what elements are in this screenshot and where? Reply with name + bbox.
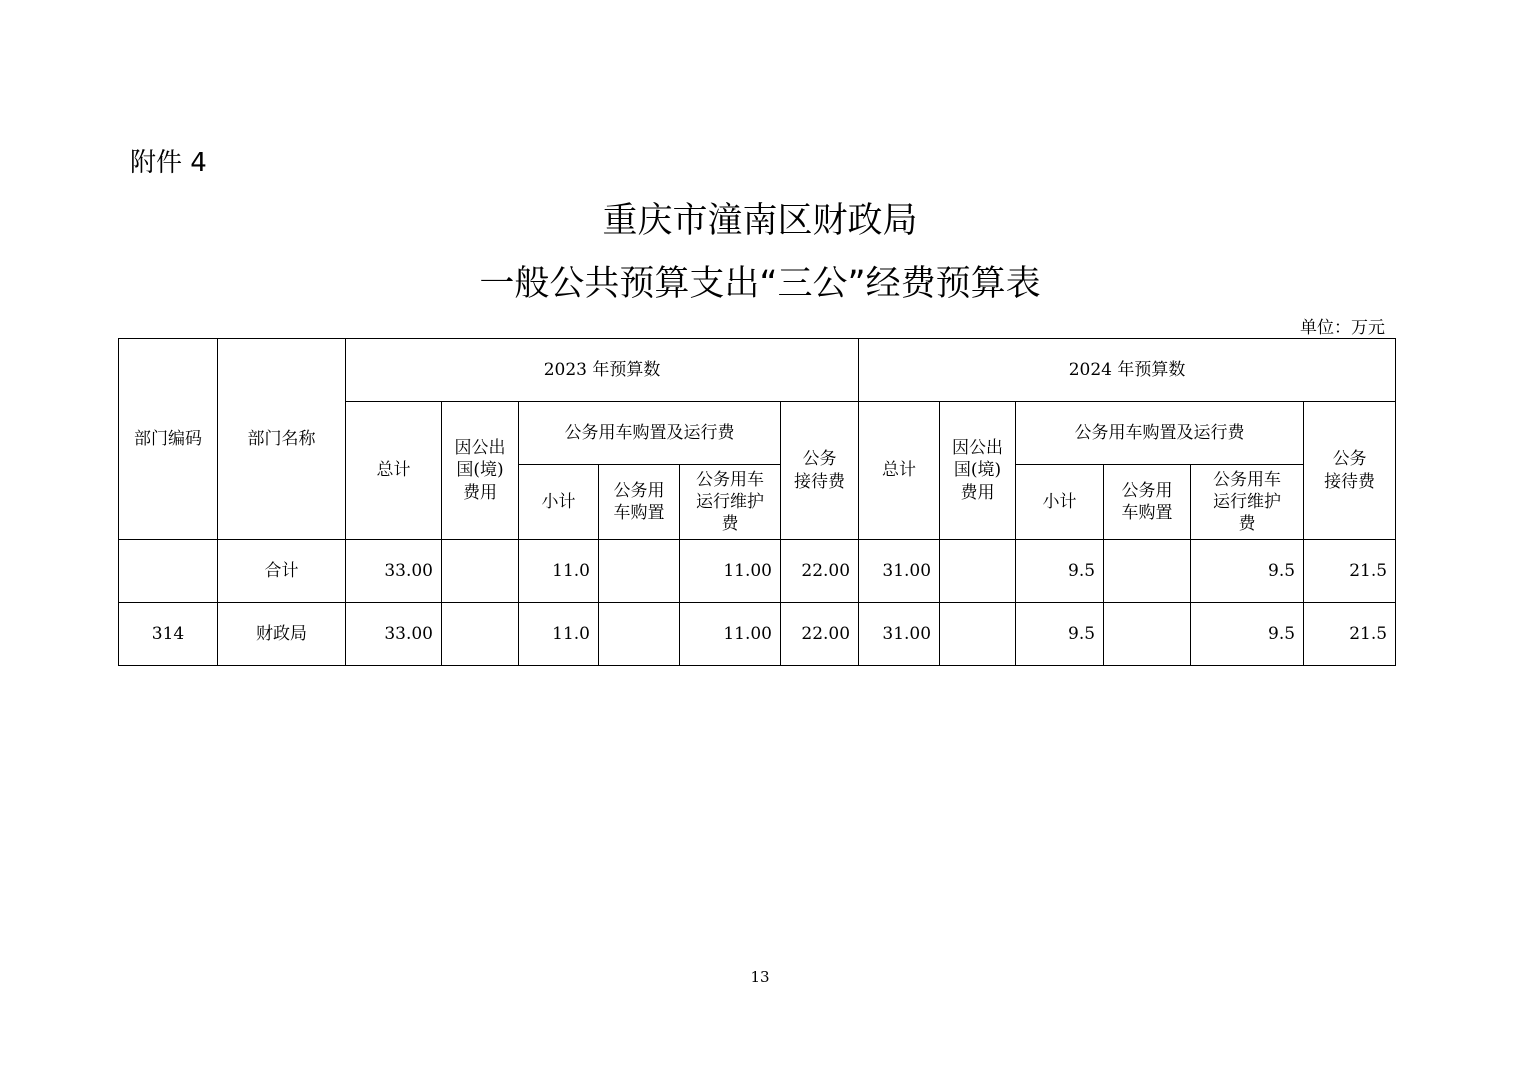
header-year-2023: 2023 年预算数 — [346, 339, 859, 402]
header-maint-2023 — [680, 465, 781, 540]
cell-y1-reception: 22.00 — [781, 603, 859, 666]
purchase-line1: 公务用 — [613, 480, 665, 501]
header-maint-2024 — [1191, 465, 1304, 540]
purchase-line1: 公务用 — [1121, 480, 1173, 501]
cell-y1-purchase — [599, 603, 680, 666]
abroad-line1: 因公出 — [454, 438, 506, 459]
cell-y2-maint: 9.5 — [1191, 603, 1304, 666]
cell-y1-reception: 22.00 — [781, 540, 859, 603]
header-vehicle-2024: 公务用车购置及运行费 — [1016, 402, 1304, 465]
cell-dept-code — [119, 540, 218, 603]
page-title-line1: 重庆市潼南区财政局 — [602, 201, 918, 241]
header-subtotal-2024: 小计 — [1016, 465, 1104, 540]
reception-line1: 公务 — [1332, 449, 1367, 470]
reception-line2: 接待费 — [794, 471, 846, 492]
abroad-line1: 因公出 — [952, 438, 1004, 459]
header-abroad-2023 — [442, 402, 519, 540]
budget-table — [118, 338, 1396, 666]
abroad-line2: 国(境) — [456, 460, 504, 481]
header-purchase-2023 — [599, 465, 680, 540]
cell-y1-abroad — [442, 603, 519, 666]
table-row — [119, 540, 1396, 603]
reception-line1: 公务 — [802, 449, 837, 470]
cell-dept-name: 财政局 — [218, 603, 346, 666]
cell-y1-subtotal: 11.0 — [519, 540, 599, 603]
unit-label: 单位：万元 — [1300, 318, 1385, 338]
purchase-line2: 车购置 — [613, 503, 665, 523]
maint-line3: 费 — [721, 514, 739, 535]
cell-dept-code: 314 — [119, 603, 218, 666]
attachment-label: 附件 4 — [130, 148, 207, 178]
cell-y2-subtotal: 9.5 — [1016, 540, 1104, 603]
cell-y1-maint: 11.00 — [680, 603, 781, 666]
cell-y2-abroad — [940, 540, 1016, 603]
header-reception-2023 — [781, 402, 859, 540]
maint-line1: 公务用车 — [696, 469, 764, 490]
reception-line2: 接待费 — [1324, 471, 1376, 492]
cell-y2-subtotal: 9.5 — [1016, 603, 1104, 666]
cell-y2-reception: 21.5 — [1304, 603, 1396, 666]
cell-y2-abroad — [940, 603, 1016, 666]
maint-line2: 运行维护 — [1213, 491, 1282, 512]
maint-line3: 费 — [1238, 514, 1256, 535]
cell-y2-reception: 21.5 — [1304, 540, 1396, 603]
header-vehicle-2023: 公务用车购置及运行费 — [519, 402, 781, 465]
header-purchase-2024 — [1104, 465, 1191, 540]
page-title-line2: 一般公共预算支出“三公”经费预算表 — [479, 264, 1041, 304]
header-reception-2024 — [1304, 402, 1396, 540]
header-total-2024: 总计 — [859, 402, 940, 540]
header-abroad-2024 — [940, 402, 1016, 540]
cell-dept-name: 合计 — [218, 540, 346, 603]
table-row — [119, 603, 1396, 666]
header-dept-code: 部门编码 — [119, 339, 218, 540]
header-year-2024: 2024 年预算数 — [859, 339, 1396, 402]
maint-line1: 公务用车 — [1213, 469, 1282, 490]
cell-y2-total: 31.00 — [859, 540, 940, 603]
cell-y1-total: 33.00 — [346, 603, 442, 666]
header-total-2023: 总计 — [346, 402, 442, 540]
cell-y1-total: 33.00 — [346, 540, 442, 603]
cell-y1-subtotal: 11.0 — [519, 603, 599, 666]
cell-y1-maint: 11.00 — [680, 540, 781, 603]
cell-y1-purchase — [599, 540, 680, 603]
header-subtotal-2023: 小计 — [519, 465, 599, 540]
abroad-line3: 费用 — [960, 482, 995, 503]
cell-y2-maint: 9.5 — [1191, 540, 1304, 603]
cell-y1-abroad — [442, 540, 519, 603]
purchase-line2: 车购置 — [1121, 503, 1173, 523]
cell-y2-purchase — [1104, 540, 1191, 603]
header-dept-name: 部门名称 — [218, 339, 346, 540]
cell-y2-purchase — [1104, 603, 1191, 666]
cell-y2-total: 31.00 — [859, 603, 940, 666]
page-number: 13 — [750, 968, 770, 986]
abroad-line2: 国(境) — [953, 460, 1002, 481]
abroad-line3: 费用 — [463, 482, 497, 503]
maint-line2: 运行维护 — [696, 491, 764, 512]
